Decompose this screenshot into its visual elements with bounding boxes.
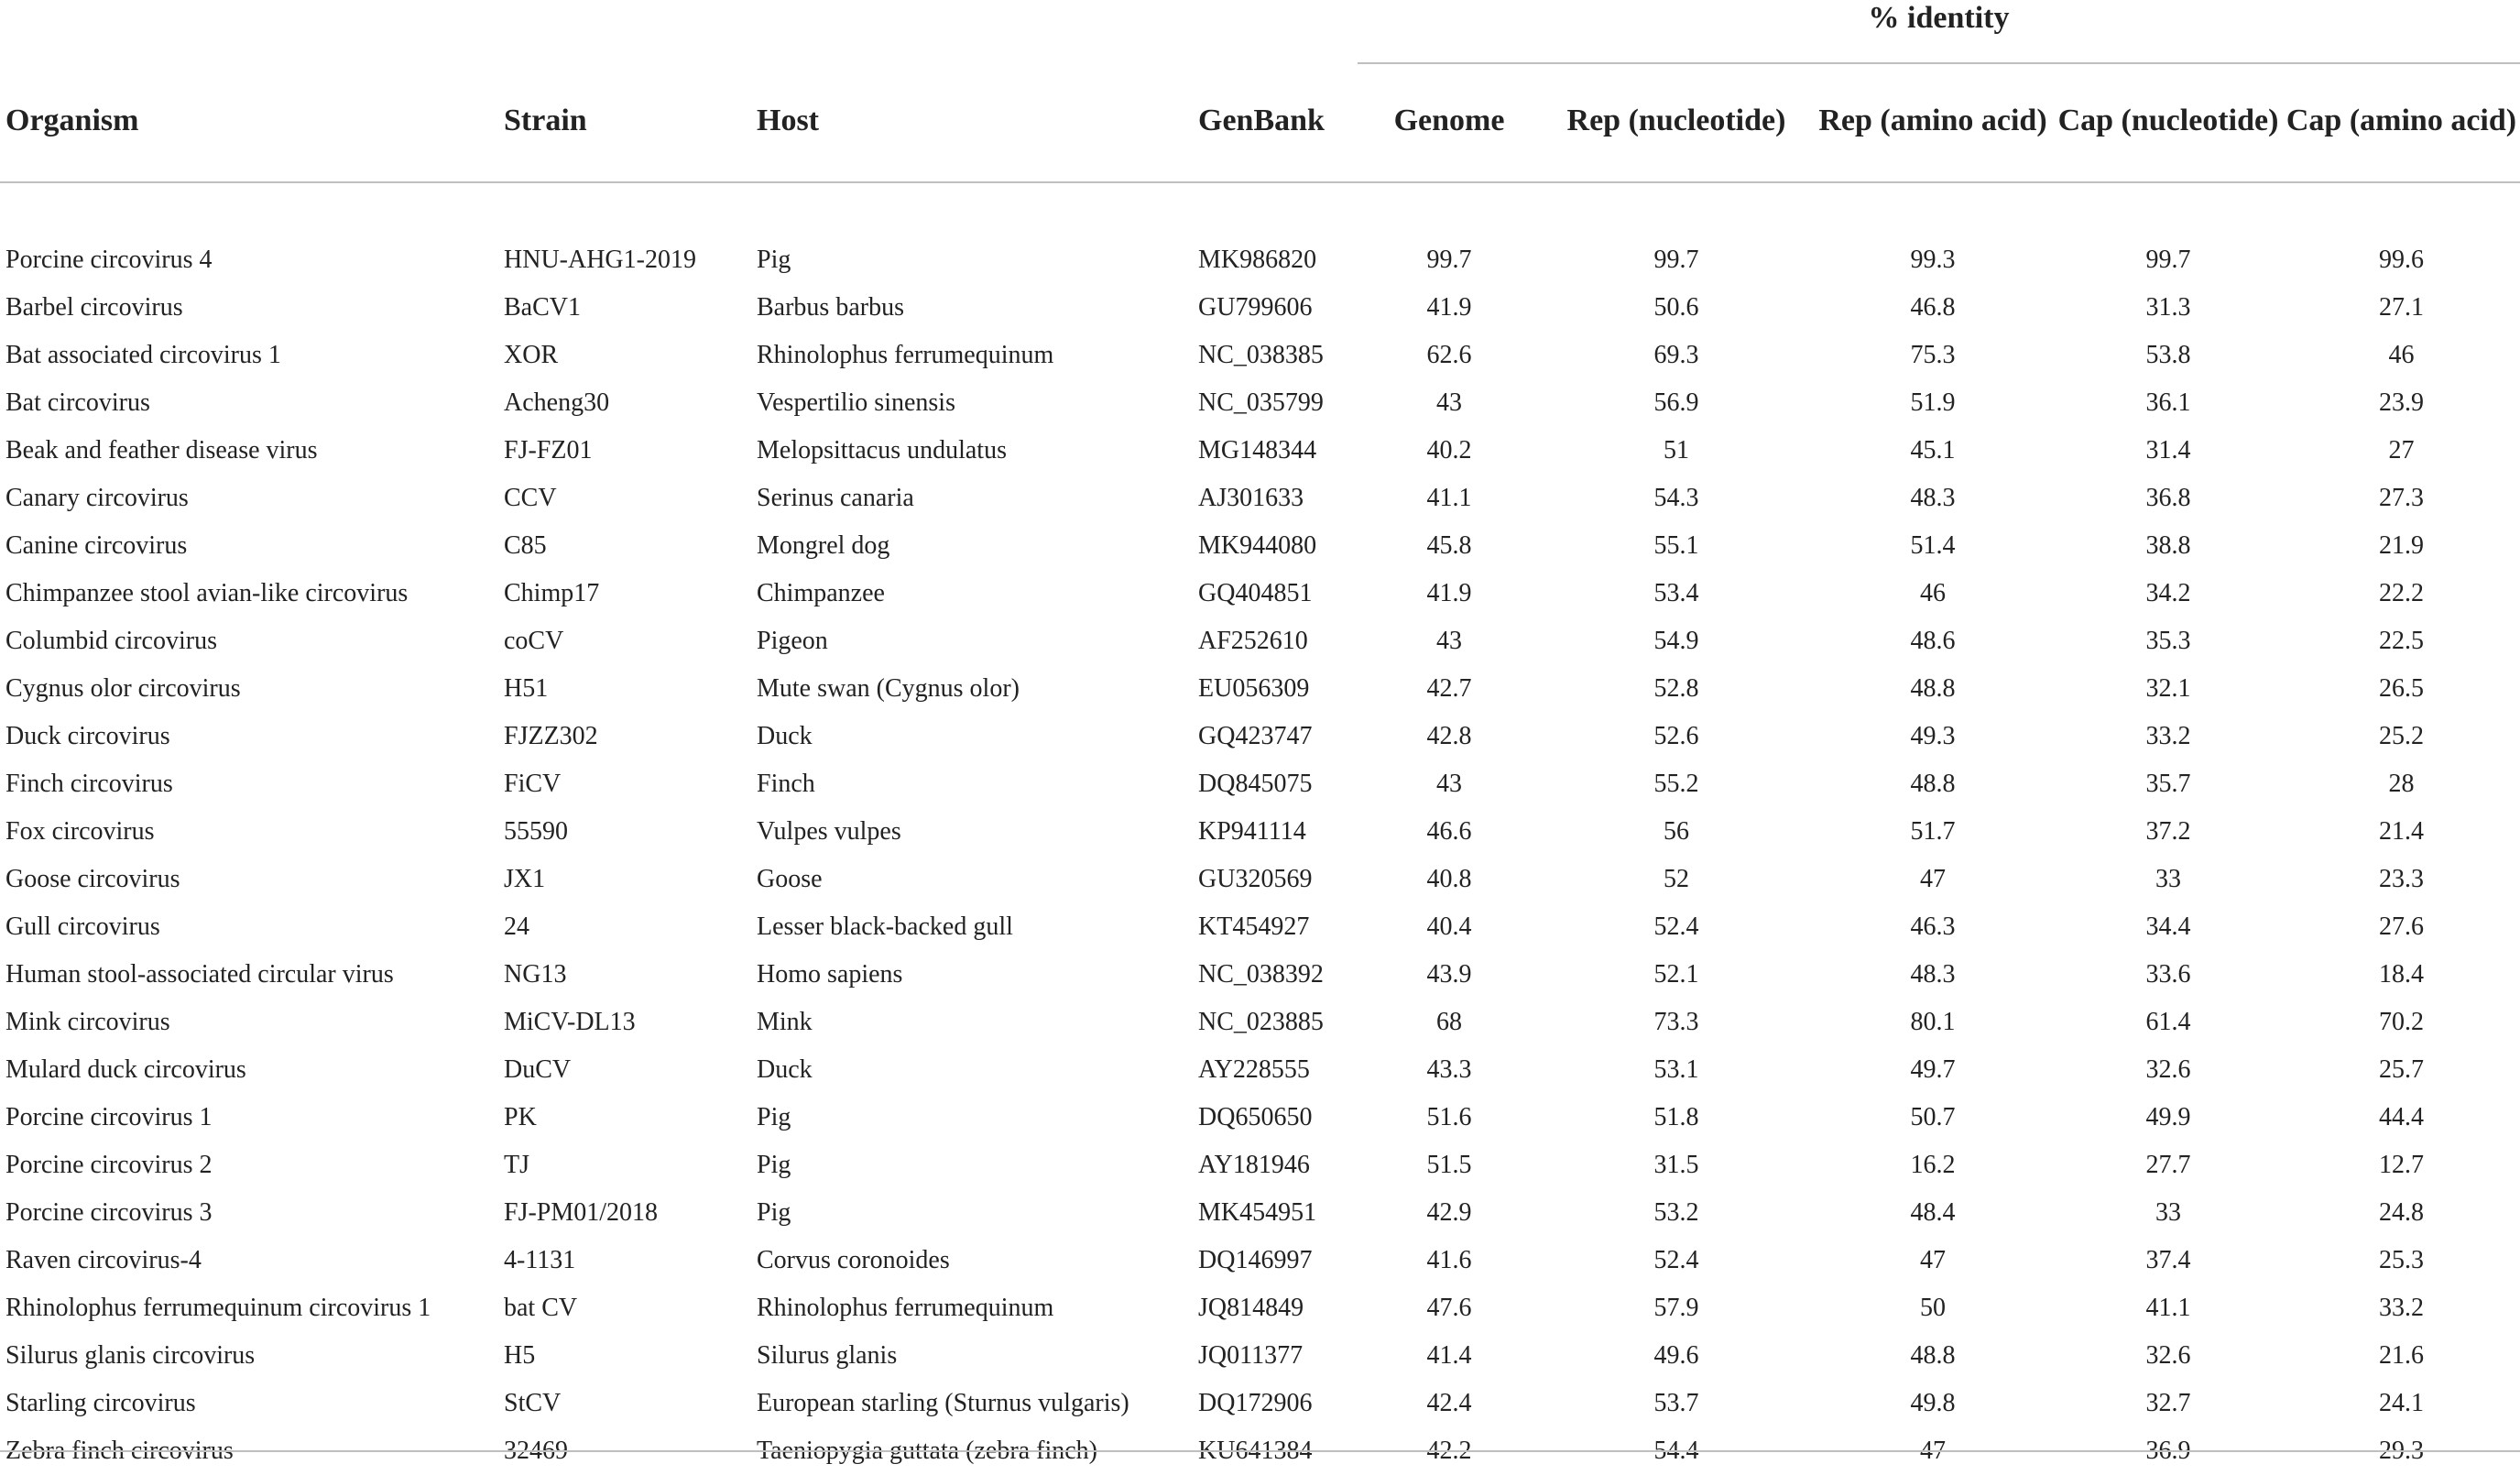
cell-rep-nucleotide: 53.7: [1653, 1389, 1699, 1417]
cell-cap-nucleotide: 33.6: [2145, 960, 2191, 989]
cell-host: Duck: [757, 722, 813, 750]
cell-cap-nucleotide: 41.1: [2145, 1294, 2191, 1322]
cell-genome: 99.7: [1426, 246, 1472, 274]
cell-genbank: DQ172906: [1198, 1389, 1313, 1417]
col-header-host: Host: [757, 104, 819, 137]
cell-cap-nucleotide: 37.2: [2145, 817, 2191, 846]
cell-strain: Chimp17: [504, 579, 600, 607]
cell-rep-amino-acid: 46.8: [1910, 293, 1956, 322]
cell-genbank: JQ011377: [1198, 1341, 1304, 1370]
cell-strain: FJ-FZ01: [504, 436, 593, 464]
cell-strain: H5: [504, 1341, 536, 1370]
cell-genome: 41.6: [1426, 1246, 1472, 1274]
cell-cap-amino-acid: 24.1: [2379, 1389, 2424, 1417]
cell-cap-amino-acid: 25.3: [2379, 1246, 2424, 1274]
cell-rep-nucleotide: 51: [1664, 436, 1689, 464]
table-row: [0, 760, 2520, 808]
cell-host: Mute swan (Cygnus olor): [757, 674, 1020, 703]
cell-genome: 41.1: [1426, 484, 1472, 512]
table-row: [0, 236, 2520, 284]
cell-cap-nucleotide: 33.2: [2145, 722, 2191, 750]
table-row: [0, 713, 2520, 760]
cell-rep-nucleotide: 56.9: [1653, 388, 1699, 417]
col-header-rep-amino-acid: Rep (amino acid): [1818, 104, 2047, 137]
cell-strain: CCV: [504, 484, 557, 512]
col-header-genome: Genome: [1393, 104, 1505, 137]
table-row: [0, 903, 2520, 951]
cell-genome: 43.9: [1426, 960, 1472, 989]
cell-genome: 43.3: [1426, 1055, 1472, 1084]
cell-rep-amino-acid: 48.3: [1910, 484, 1956, 512]
cell-genome: 42.8: [1426, 722, 1472, 750]
cell-genbank: AJ301633: [1198, 484, 1304, 512]
cell-rep-amino-acid: 48.6: [1910, 627, 1956, 655]
cell-genbank: JQ814849: [1198, 1294, 1304, 1322]
cell-cap-amino-acid: 26.5: [2379, 674, 2424, 703]
cell-rep-amino-acid: 48.8: [1910, 770, 1956, 798]
table-row: [0, 617, 2520, 665]
cell-genome: 43: [1436, 388, 1462, 417]
cell-strain: 55590: [504, 817, 568, 846]
cell-host: Rhinolophus ferrumequinum: [757, 341, 1054, 369]
cell-cap-nucleotide: 32.7: [2145, 1389, 2191, 1417]
cell-genbank: KT454927: [1198, 912, 1310, 941]
cell-strain: TJ: [504, 1151, 529, 1179]
cell-organism: Human stool-associated circular virus: [5, 960, 394, 989]
cell-host: Lesser black-backed gull: [757, 912, 1013, 941]
cell-genbank: MK986820: [1198, 246, 1317, 274]
cell-rep-nucleotide: 53.1: [1653, 1055, 1699, 1084]
cell-rep-amino-acid: 47: [1920, 1246, 1946, 1274]
cell-rep-nucleotide: 52.6: [1653, 722, 1699, 750]
table-row: [0, 1189, 2520, 1237]
cell-host: Mink: [757, 1008, 813, 1036]
cell-genome: 42.4: [1426, 1389, 1472, 1417]
cell-rep-amino-acid: 51.9: [1910, 388, 1956, 417]
cell-cap-nucleotide: 27.7: [2145, 1151, 2191, 1179]
cell-rep-amino-acid: 50: [1920, 1294, 1946, 1322]
cell-host: Chimpanzee: [757, 579, 885, 607]
cell-cap-amino-acid: 22.2: [2379, 579, 2424, 607]
cell-strain: C85: [504, 531, 547, 560]
column-header-row: [0, 82, 2520, 159]
cell-cap-nucleotide: 36.9: [2145, 1437, 2191, 1465]
cell-cap-nucleotide: 35.3: [2145, 627, 2191, 655]
cell-strain: FJ-PM01/2018: [504, 1198, 659, 1227]
cell-cap-amino-acid: 12.7: [2379, 1151, 2424, 1179]
cell-cap-amino-acid: 44.4: [2379, 1103, 2424, 1131]
cell-genbank: NC_023885: [1198, 1008, 1324, 1036]
cell-rep-nucleotide: 73.3: [1653, 1008, 1699, 1036]
table-bottom-rule: [0, 1450, 2520, 1452]
cell-genome: 51.6: [1426, 1103, 1472, 1131]
cell-cap-amino-acid: 22.5: [2379, 627, 2424, 655]
table-row: [0, 808, 2520, 856]
cell-genbank: AY181946: [1198, 1151, 1310, 1179]
cell-cap-amino-acid: 24.8: [2379, 1198, 2424, 1227]
cell-genome: 40.2: [1426, 436, 1472, 464]
cell-cap-nucleotide: 34.2: [2145, 579, 2191, 607]
cell-rep-amino-acid: 16.2: [1910, 1151, 1956, 1179]
cell-organism: Porcine circovirus 4: [5, 246, 213, 274]
cell-host: Mongrel dog: [757, 531, 890, 560]
cell-cap-nucleotide: 32.1: [2145, 674, 2191, 703]
cell-host: Silurus glanis: [757, 1341, 898, 1370]
cell-host: Goose: [757, 865, 823, 893]
cell-cap-nucleotide: 36.1: [2145, 388, 2191, 417]
cell-genbank: MK944080: [1198, 531, 1317, 560]
table-row: [0, 1237, 2520, 1284]
cell-strain: bat CV: [504, 1294, 578, 1322]
table-row: [0, 1046, 2520, 1094]
cell-genbank: NC_038385: [1198, 341, 1324, 369]
cell-genome: 40.4: [1426, 912, 1472, 941]
cell-cap-nucleotide: 32.6: [2145, 1055, 2191, 1084]
cell-organism: Bat associated circovirus 1: [5, 341, 281, 369]
cell-genbank: GQ404851: [1198, 579, 1313, 607]
cell-rep-amino-acid: 49.8: [1910, 1389, 1956, 1417]
cell-rep-amino-acid: 46.3: [1910, 912, 1956, 941]
cell-strain: H51: [504, 674, 549, 703]
cell-strain: Acheng30: [504, 388, 610, 417]
cell-organism: Porcine circovirus 2: [5, 1151, 213, 1179]
cell-genome: 62.6: [1426, 341, 1472, 369]
cell-strain: 24: [504, 912, 529, 941]
cell-genome: 42.2: [1426, 1437, 1472, 1465]
table-row: [0, 427, 2520, 475]
table-row: [0, 475, 2520, 522]
cell-rep-amino-acid: 48.8: [1910, 1341, 1956, 1370]
col-header-organism: Organism: [5, 104, 139, 137]
cell-cap-amino-acid: 28: [2388, 770, 2415, 798]
cell-cap-nucleotide: 32.6: [2145, 1341, 2191, 1370]
cell-organism: Beak and feather disease virus: [5, 436, 318, 464]
cell-cap-amino-acid: 70.2: [2379, 1008, 2424, 1036]
cell-organism: Duck circovirus: [5, 722, 170, 750]
cell-organism: Gull circovirus: [5, 912, 160, 941]
cell-rep-amino-acid: 47: [1920, 865, 1946, 893]
cell-organism: Zebra finch circovirus: [5, 1437, 234, 1465]
cell-genome: 41.9: [1426, 579, 1472, 607]
cell-strain: DuCV: [504, 1055, 572, 1084]
col-header-cap-amino-acid: Cap (amino acid): [2285, 104, 2517, 137]
cell-cap-amino-acid: 27: [2388, 436, 2415, 464]
cell-cap-nucleotide: 49.9: [2145, 1103, 2191, 1131]
cell-organism: Goose circovirus: [5, 865, 180, 893]
cell-organism: Chimpanzee stool avian-like circovirus: [5, 579, 409, 607]
cell-cap-nucleotide: 33: [2155, 1198, 2181, 1227]
cell-rep-nucleotide: 57.9: [1653, 1294, 1699, 1322]
cell-cap-nucleotide: 35.7: [2145, 770, 2191, 798]
table-row: [0, 332, 2520, 379]
cell-organism: Mulard duck circovirus: [5, 1055, 246, 1084]
cell-cap-amino-acid: 27.6: [2379, 912, 2424, 941]
cell-cap-nucleotide: 53.8: [2145, 341, 2191, 369]
table-row: [0, 1284, 2520, 1332]
cell-genome: 43: [1436, 627, 1462, 655]
cell-organism: Porcine circovirus 3: [5, 1198, 213, 1227]
cell-genome: 42.9: [1426, 1198, 1472, 1227]
cell-genome: 42.7: [1426, 674, 1472, 703]
table-row: [0, 379, 2520, 427]
cell-cap-amino-acid: 18.4: [2379, 960, 2424, 989]
cell-rep-nucleotide: 50.6: [1653, 293, 1699, 322]
cell-genome: 51.5: [1426, 1151, 1472, 1179]
cell-rep-amino-acid: 47: [1920, 1437, 1946, 1465]
cell-organism: Finch circovirus: [5, 770, 173, 798]
cell-organism: Cygnus olor circovirus: [5, 674, 241, 703]
col-header-cap-nucleotide: Cap (nucleotide): [2057, 104, 2279, 137]
cell-rep-amino-acid: 49.7: [1910, 1055, 1956, 1084]
cell-strain: XOR: [504, 341, 559, 369]
cell-genbank: DQ650650: [1198, 1103, 1313, 1131]
cell-host: Melopsittacus undulatus: [757, 436, 1007, 464]
cell-cap-amino-acid: 99.6: [2379, 246, 2424, 274]
cell-rep-amino-acid: 48.8: [1910, 674, 1956, 703]
cell-strain: JX1: [504, 865, 546, 893]
cell-genbank: GU799606: [1198, 293, 1313, 322]
cell-host: Serinus canaria: [757, 484, 914, 512]
cell-rep-amino-acid: 99.3: [1910, 246, 1956, 274]
cell-genbank: KU641384: [1198, 1437, 1313, 1465]
cell-rep-nucleotide: 52.1: [1653, 960, 1699, 989]
cell-strain: FJZZ302: [504, 722, 598, 750]
table-row: [0, 1142, 2520, 1189]
cell-rep-nucleotide: 53.2: [1653, 1198, 1699, 1227]
cell-genbank: EU056309: [1198, 674, 1310, 703]
cell-host: Pig: [757, 1198, 791, 1227]
cell-rep-amino-acid: 49.3: [1910, 722, 1956, 750]
cell-genome: 43: [1436, 770, 1462, 798]
cell-organism: Rhinolophus ferrumequinum circovirus 1: [5, 1294, 431, 1322]
cell-host: Pig: [757, 1103, 791, 1131]
cell-cap-amino-acid: 25.7: [2379, 1055, 2424, 1084]
cell-organism: Canary circovirus: [5, 484, 189, 512]
cell-rep-nucleotide: 52.4: [1653, 912, 1699, 941]
table-row: [0, 999, 2520, 1046]
cell-cap-nucleotide: 38.8: [2145, 531, 2191, 560]
cell-organism: Barbel circovirus: [5, 293, 183, 322]
cell-rep-nucleotide: 31.5: [1653, 1151, 1699, 1179]
cell-rep-nucleotide: 52: [1664, 865, 1689, 893]
cell-rep-nucleotide: 52.8: [1653, 674, 1699, 703]
cell-cap-nucleotide: 31.4: [2145, 436, 2191, 464]
cell-rep-nucleotide: 56: [1664, 817, 1689, 846]
cell-host: Pigeon: [757, 627, 828, 655]
cell-organism: Fox circovirus: [5, 817, 155, 846]
cell-cap-amino-acid: 27.3: [2379, 484, 2424, 512]
cell-genome: 68: [1436, 1008, 1462, 1036]
cell-rep-amino-acid: 51.4: [1910, 531, 1956, 560]
cell-strain: FiCV: [504, 770, 562, 798]
cell-organism: Raven circovirus-4: [5, 1246, 202, 1274]
cell-organism: Silurus glanis circovirus: [5, 1341, 256, 1370]
cell-host: Pig: [757, 1151, 791, 1179]
cell-rep-nucleotide: 99.7: [1653, 246, 1699, 274]
cell-organism: Columbid circovirus: [5, 627, 217, 655]
cell-cap-amino-acid: 21.6: [2379, 1341, 2424, 1370]
cell-genbank: GU320569: [1198, 865, 1313, 893]
table-row: [0, 1332, 2520, 1380]
cell-strain: 32469: [504, 1437, 568, 1465]
cell-rep-amino-acid: 75.3: [1910, 341, 1956, 369]
cell-host: European starling (Sturnus vulgaris): [757, 1389, 1129, 1417]
cell-genbank: AY228555: [1198, 1055, 1310, 1084]
cell-cap-nucleotide: 36.8: [2145, 484, 2191, 512]
cell-host: Pig: [757, 246, 791, 274]
cell-cap-nucleotide: 34.4: [2145, 912, 2191, 941]
cell-strain: HNU-AHG1-2019: [504, 246, 696, 274]
cell-genome: 41.4: [1426, 1341, 1472, 1370]
cell-cap-amino-acid: 29.3: [2379, 1437, 2424, 1465]
cell-host: Corvus coronoides: [757, 1246, 950, 1274]
cell-genome: 47.6: [1426, 1294, 1472, 1322]
table-row: [0, 1380, 2520, 1427]
cell-rep-nucleotide: 54.9: [1653, 627, 1699, 655]
table-row: [0, 856, 2520, 903]
cell-cap-amino-acid: 25.2: [2379, 722, 2424, 750]
cell-genbank: DQ146997: [1198, 1246, 1313, 1274]
cell-host: Vespertilio sinensis: [757, 388, 955, 417]
cell-rep-amino-acid: 80.1: [1910, 1008, 1956, 1036]
cell-rep-amino-acid: 45.1: [1910, 436, 1956, 464]
cell-host: Homo sapiens: [757, 960, 903, 989]
cell-strain: 4-1131: [504, 1246, 576, 1274]
identity-table: [0, 82, 2520, 1475]
cell-cap-amino-acid: 21.4: [2379, 817, 2424, 846]
cell-cap-amino-acid: 27.1: [2379, 293, 2424, 322]
col-header-genbank: GenBank: [1198, 104, 1325, 137]
col-header-strain: Strain: [504, 104, 587, 137]
cell-genbank: KP941114: [1198, 817, 1306, 846]
cell-host: Taeniopygia guttata (zebra finch): [757, 1437, 1097, 1465]
cell-genbank: MG148344: [1198, 436, 1317, 464]
cell-genbank: DQ845075: [1198, 770, 1313, 798]
cell-genome: 45.8: [1426, 531, 1472, 560]
cell-strain: PK: [504, 1103, 537, 1131]
table-row: [0, 522, 2520, 570]
cell-rep-nucleotide: 55.2: [1653, 770, 1699, 798]
cell-cap-nucleotide: 99.7: [2145, 246, 2191, 274]
table-row: [0, 1094, 2520, 1142]
cell-cap-amino-acid: 21.9: [2379, 531, 2424, 560]
cell-organism: Mink circovirus: [5, 1008, 170, 1036]
cell-cap-nucleotide: 61.4: [2145, 1008, 2191, 1036]
cell-genome: 46.6: [1426, 817, 1472, 846]
cell-rep-amino-acid: 48.3: [1910, 960, 1956, 989]
table-row: [0, 284, 2520, 332]
cell-rep-nucleotide: 54.4: [1653, 1437, 1699, 1465]
cell-host: Duck: [757, 1055, 813, 1084]
cell-rep-nucleotide: 49.6: [1653, 1341, 1699, 1370]
cell-rep-nucleotide: 55.1: [1653, 531, 1699, 560]
cell-host: Rhinolophus ferrumequinum: [757, 1294, 1054, 1322]
cell-genbank: AF252610: [1198, 627, 1308, 655]
cell-genbank: GQ423747: [1198, 722, 1313, 750]
cell-genome: 41.9: [1426, 293, 1472, 322]
cell-cap-amino-acid: 33.2: [2379, 1294, 2424, 1322]
cell-host: Vulpes vulpes: [757, 817, 901, 846]
cell-rep-nucleotide: 52.4: [1653, 1246, 1699, 1274]
cell-rep-nucleotide: 69.3: [1653, 341, 1699, 369]
cell-organism: Starling circovirus: [5, 1389, 196, 1417]
cell-rep-amino-acid: 50.7: [1910, 1103, 1956, 1131]
cell-strain: coCV: [504, 627, 564, 655]
table-row: [0, 570, 2520, 617]
cell-strain: NG13: [504, 960, 567, 989]
cell-rep-amino-acid: 51.7: [1910, 817, 1956, 846]
table-row: [0, 951, 2520, 999]
cell-strain: MiCV-DL13: [504, 1008, 636, 1036]
cell-organism: Bat circovirus: [5, 388, 150, 417]
cell-strain: StCV: [504, 1389, 562, 1417]
cell-cap-amino-acid: 23.3: [2379, 865, 2424, 893]
group-header-rule: [1358, 62, 2520, 64]
cell-genbank: NC_035799: [1198, 388, 1324, 417]
cell-genbank: MK454951: [1198, 1198, 1317, 1227]
cell-rep-nucleotide: 53.4: [1653, 579, 1699, 607]
cell-cap-nucleotide: 33: [2155, 865, 2181, 893]
cell-genbank: NC_038392: [1198, 960, 1324, 989]
identity-group-header: % identity: [1868, 1, 2010, 35]
cell-cap-amino-acid: 23.9: [2379, 388, 2424, 417]
cell-rep-amino-acid: 48.4: [1910, 1198, 1956, 1227]
cell-rep-nucleotide: 54.3: [1653, 484, 1699, 512]
table-row: [0, 665, 2520, 713]
cell-genome: 40.8: [1426, 865, 1472, 893]
cell-cap-amino-acid: 46: [2388, 341, 2415, 369]
cell-rep-nucleotide: 51.8: [1653, 1103, 1699, 1131]
col-header-rep-nucleotide: Rep (nucleotide): [1566, 104, 1786, 137]
cell-cap-nucleotide: 31.3: [2145, 293, 2191, 322]
cell-organism: Canine circovirus: [5, 531, 188, 560]
cell-rep-amino-acid: 46: [1920, 579, 1946, 607]
cell-host: Finch: [757, 770, 815, 798]
cell-cap-nucleotide: 37.4: [2145, 1246, 2191, 1274]
table-body: [0, 236, 2520, 1475]
cell-strain: BaCV1: [504, 293, 581, 322]
cell-organism: Porcine circovirus 1: [5, 1103, 213, 1131]
cell-host: Barbus barbus: [757, 293, 904, 322]
